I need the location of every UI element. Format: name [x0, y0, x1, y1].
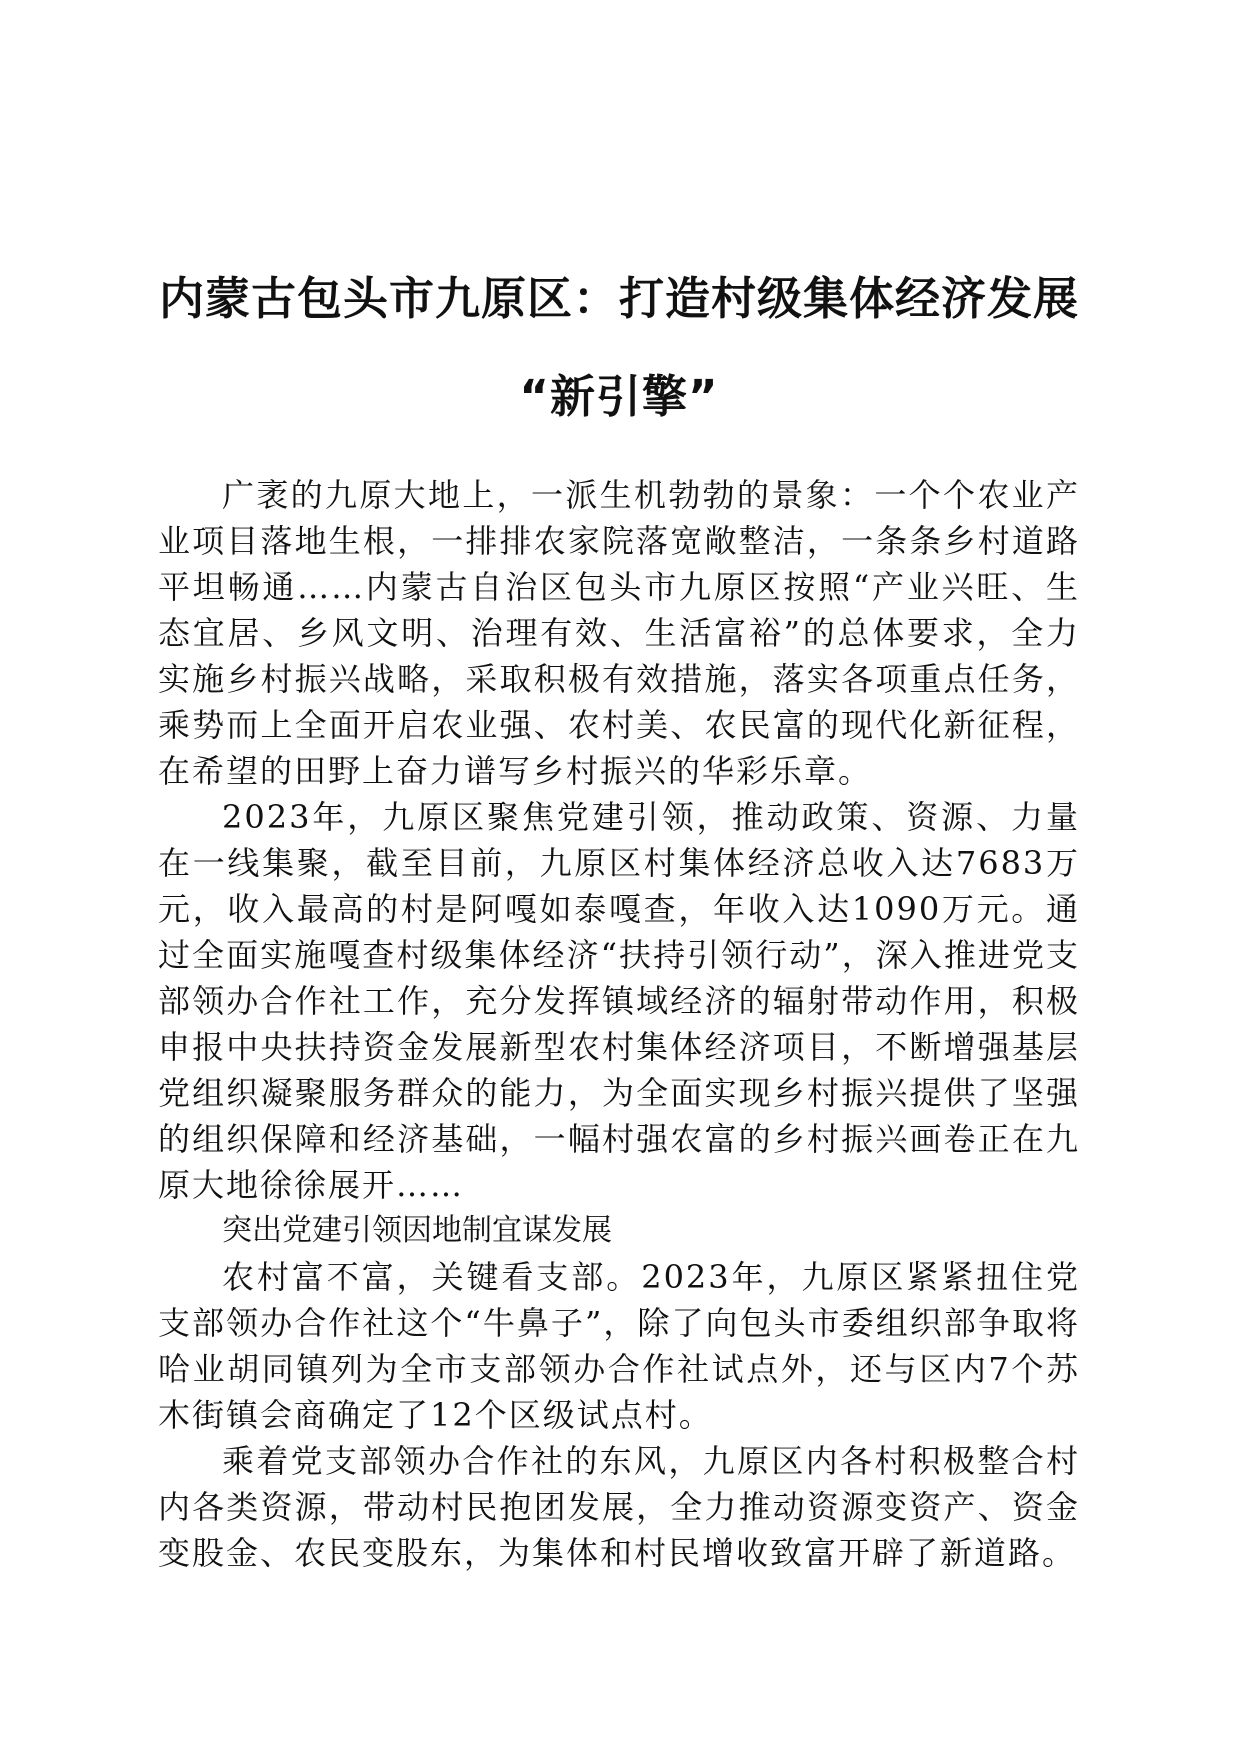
article-title: [158, 250, 1080, 446]
title-line-2: “新引擎”: [519, 370, 719, 423]
intro-paragraph: 广袤的九原大地上，一派生机勃勃的景象：一个个农业产业项目落地生根，一排排农家院落宽敞整洁，一条条乡村道路平坦畅通……内蒙古自治区包头市九原区按照“产业兴旺、生态宜居、乡风文明、治理有效、生活富裕”的总体要求，全力实施乡村振兴战略，采取积极有效措施，落实各项重点任务，乘势而上全面开启农业强、农村美、农民富的现代化新征程，在希望的田野上奋力谱写乡村振兴的华彩乐章。: [158, 476, 1080, 790]
section-paragraph: 农村富不富，关键看支部。2023年，九原区紧紧扭住党支部领办合作社这个“牛鼻子”，除了向包头市委组织部争取将哈业胡同镇列为全市支部领办合作社试点外，还与区内7个苏木街镇会商确定了12个区级试点村。: [158, 1258, 1080, 1434]
document-page: [158, 0, 1080, 1754]
section-paragraph: 乘着党支部领办合作社的东风，九原区内各村积极整合村内各类资源，带动村民抱团发展，全力推动资源变资产、资金变股金、农民变股东，为集体和村民增收致富开辟了新道路。: [158, 1442, 1080, 1572]
article-body: [158, 472, 1080, 1576]
overview-paragraph: 2023年，九原区聚焦党建引领，推动政策、资源、力量在一线集聚，截至目前，九原区村集体经济总收入达7683万元，收入最高的村是阿嘎如泰嘎查，年收入达1090万元。通过全面实施嘎查村级集体经济“扶持引领行动”，深入推进党支部领办合作社工作，充分发挥镇域经济的辐射带动作用，积极申报中央扶持资金发展新型农村集体经济项目，不断增强基层党组织凝聚服务群众的能力，为全面实现乡村振兴提供了坚强的组织保障和经济基础，一幅村强农富的乡村振兴画卷正在九原大地徐徐展开……: [158, 798, 1080, 1204]
section-heading: 突出党建引领因地制宜谋发展: [222, 1213, 612, 1248]
title-line-1: 内蒙古包头市九原区：打造村级集体经济发展: [158, 272, 1079, 325]
